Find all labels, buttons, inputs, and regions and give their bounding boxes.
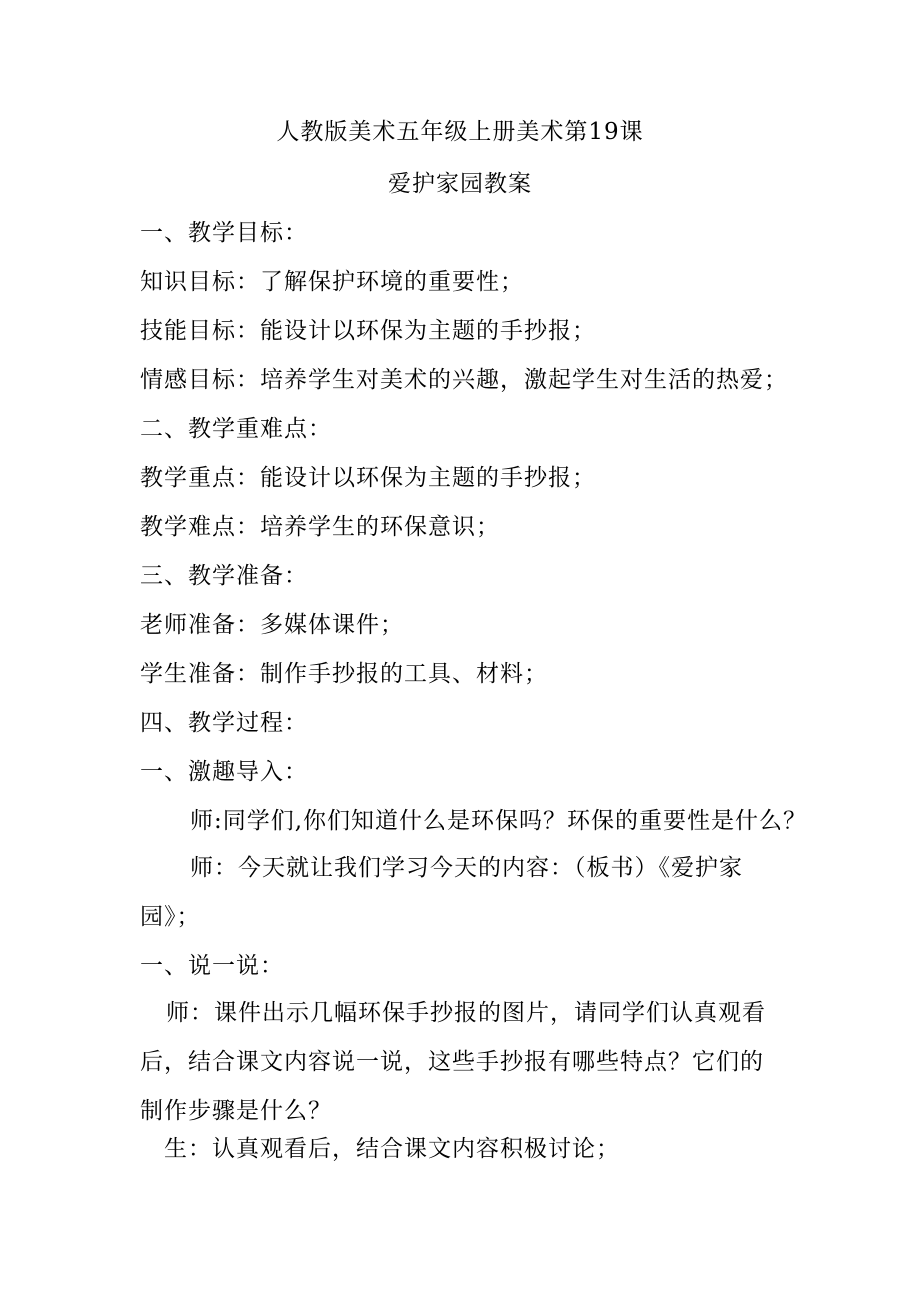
step2-teacher: 师：课件出示几幅环保手抄报的图片，请同学们认真观看后，结合课文内容说一说，这些手抄报有哪些特点？它们的制作步骤是什么？ <box>140 1000 766 1124</box>
step1-question: 师:同学们,你们知道什么是环保吗？环保的重要性是什么？ <box>190 808 808 834</box>
step2-student: 生：认真观看后，结合课文内容积极讨论； <box>164 1136 620 1162</box>
section-heading-key-points: 二、教学重难点： <box>140 416 332 442</box>
prep-student: 学生准备：制作手抄报的工具、材料； <box>140 661 548 687</box>
document-subtitle: 爱护家园教案 <box>388 171 532 197</box>
goal-knowledge: 知识目标：了解保护环境的重要性； <box>140 269 524 295</box>
step2-heading: 一、说一说： <box>140 953 284 979</box>
document-title: 人教版美术五年级上册美术第19课 <box>276 119 644 145</box>
goal-emotion: 情感目标：培养学生对美术的兴趣，激起学生对生活的热爱； <box>140 367 788 393</box>
section-heading-process: 四、教学过程： <box>140 710 308 736</box>
difficult-point: 教学难点：培养学生的环保意识； <box>140 514 500 540</box>
section-heading-preparation: 三、教学准备： <box>140 563 308 589</box>
goal-skill: 技能目标：能设计以环保为主题的手抄报； <box>140 318 596 344</box>
key-point: 教学重点：能设计以环保为主题的手抄报； <box>140 465 596 491</box>
prep-teacher: 老师准备：多媒体课件； <box>140 612 404 638</box>
section-heading-goals: 一、教学目标： <box>140 220 308 246</box>
step1-intro: 师：今天就让我们学习今天的内容：（板书）《爱护家园》； <box>140 855 743 930</box>
step1-heading: 一、激趣导入： <box>140 759 308 785</box>
